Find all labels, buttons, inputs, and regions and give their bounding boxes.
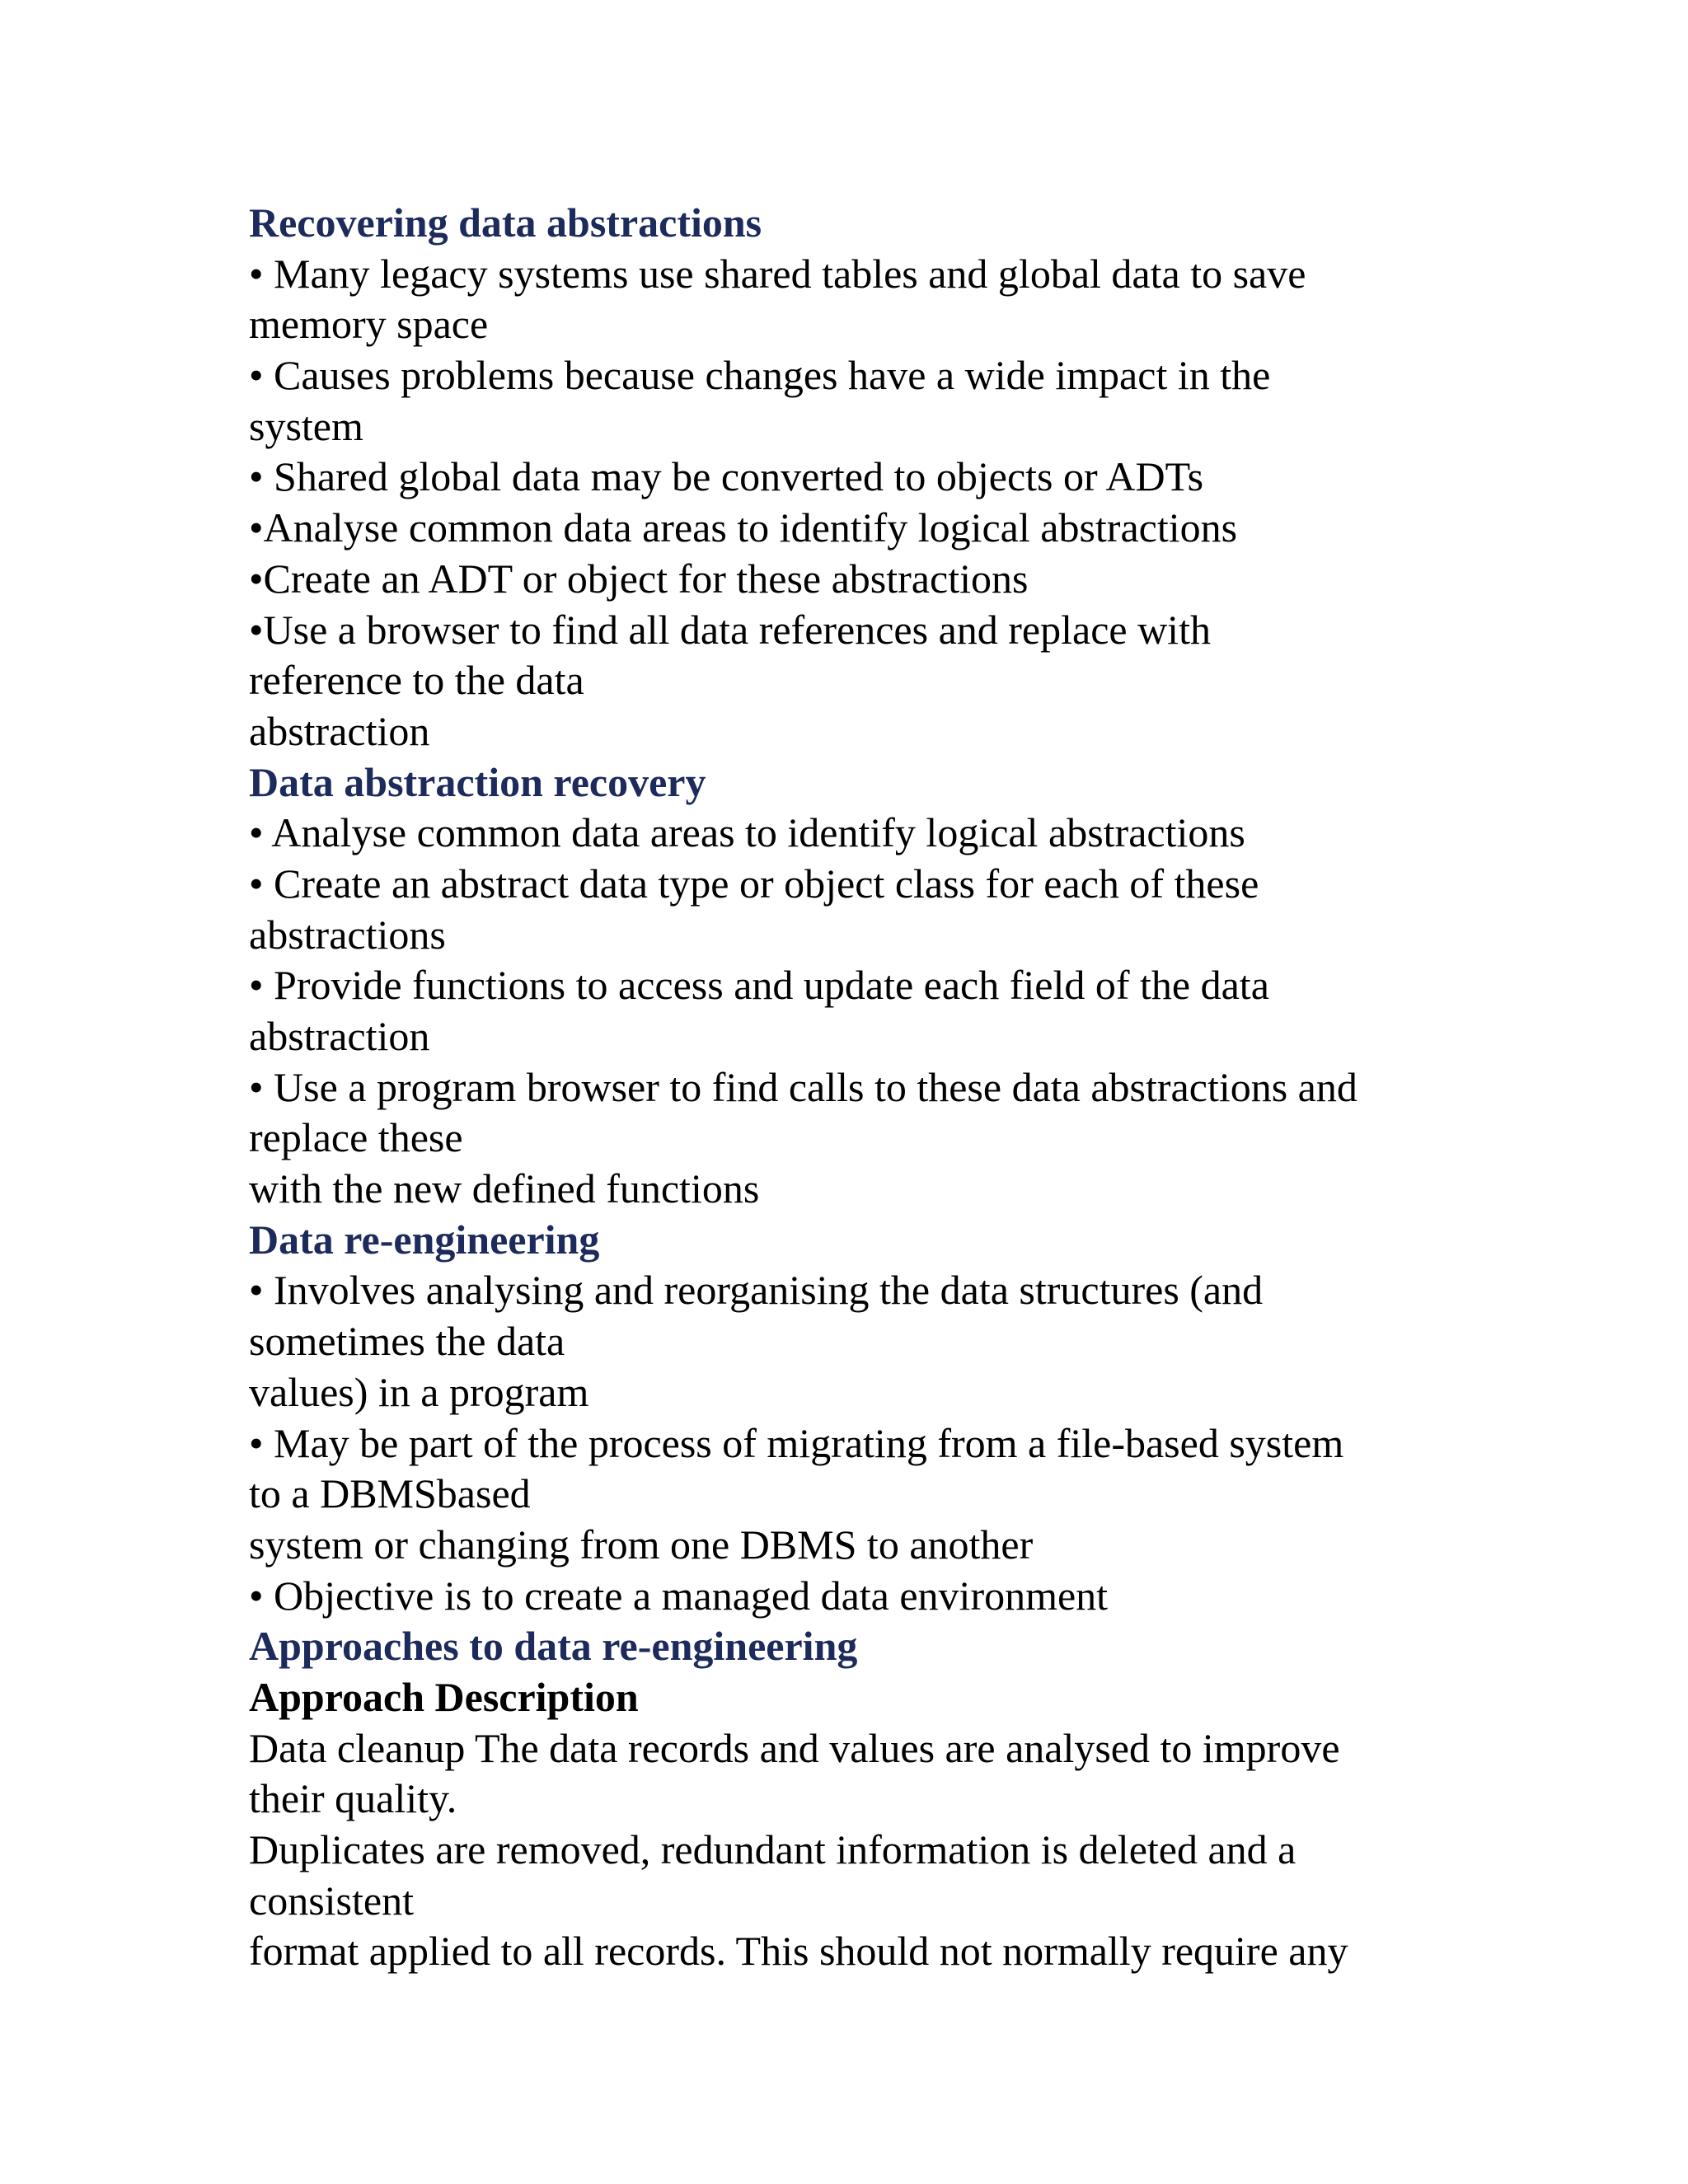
text-line: Duplicates are removed, redundant information is deleted and a bbox=[249, 1826, 1296, 1872]
text-line: • Causes problems because changes have a wide impact in the bbox=[249, 352, 1271, 399]
section-heading-recovering-data-abstractions: Recovering data abstractions bbox=[249, 199, 762, 246]
text-line: • Many legacy systems use shared tables and global data to save bbox=[249, 250, 1306, 297]
text-line: • Objective is to create a managed data environment bbox=[249, 1572, 1109, 1619]
text-line: • Shared global data may be converted to objects or ADTs bbox=[249, 453, 1204, 500]
document-page bbox=[249, 198, 1452, 1977]
text-line: abstraction bbox=[249, 1013, 430, 1059]
text-line: consistent bbox=[249, 1877, 414, 1924]
text-line: values) in a program bbox=[249, 1368, 589, 1415]
text-line: sometimes the data bbox=[249, 1318, 565, 1365]
section-heading-data-re-engineering: Data re-engineering bbox=[249, 1216, 600, 1263]
text-line: •Use a browser to find all data references and replace with bbox=[249, 606, 1211, 653]
text-line: replace these bbox=[249, 1114, 463, 1161]
text-line: • Provide functions to access and update each field of the data bbox=[249, 962, 1269, 1009]
section-heading-data-abstraction-recovery: Data abstraction recovery bbox=[249, 758, 706, 805]
text-line: to a DBMSbased bbox=[249, 1470, 531, 1517]
text-line: with the new defined functions bbox=[249, 1165, 760, 1212]
text-line: system bbox=[249, 402, 363, 449]
text-line: •Analyse common data areas to identify logical abstractions bbox=[249, 504, 1238, 551]
text-line: • Involves analysing and reorganising the data structures (and bbox=[249, 1267, 1264, 1314]
text-line: •Create an ADT or object for these abstractions bbox=[249, 555, 1029, 602]
table-header: Approach Description bbox=[249, 1673, 639, 1720]
text-line: Data cleanup The data records and values are analysed to improve bbox=[249, 1724, 1340, 1771]
text-line: • Use a program browser to find calls to these data abstractions and bbox=[249, 1063, 1357, 1110]
text-line: reference to the data bbox=[249, 657, 584, 704]
text-line: memory space bbox=[249, 301, 489, 348]
text-line: abstractions bbox=[249, 911, 446, 958]
text-line: • May be part of the process of migrating from a file-based system bbox=[249, 1419, 1344, 1466]
section-heading-approaches-to-data-re-engineering: Approaches to data re-engineering bbox=[249, 1623, 858, 1670]
text-line: system or changing from one DBMS to another bbox=[249, 1521, 1034, 1568]
text-line: abstraction bbox=[249, 707, 430, 754]
text-line: • Analyse common data areas to identify logical abstractions bbox=[249, 809, 1245, 856]
text-line: their quality. bbox=[249, 1775, 457, 1822]
text-line: format applied to all records. This should not normally require any bbox=[249, 1928, 1348, 1975]
text-line: • Create an abstract data type or object class for each of these bbox=[249, 860, 1259, 907]
